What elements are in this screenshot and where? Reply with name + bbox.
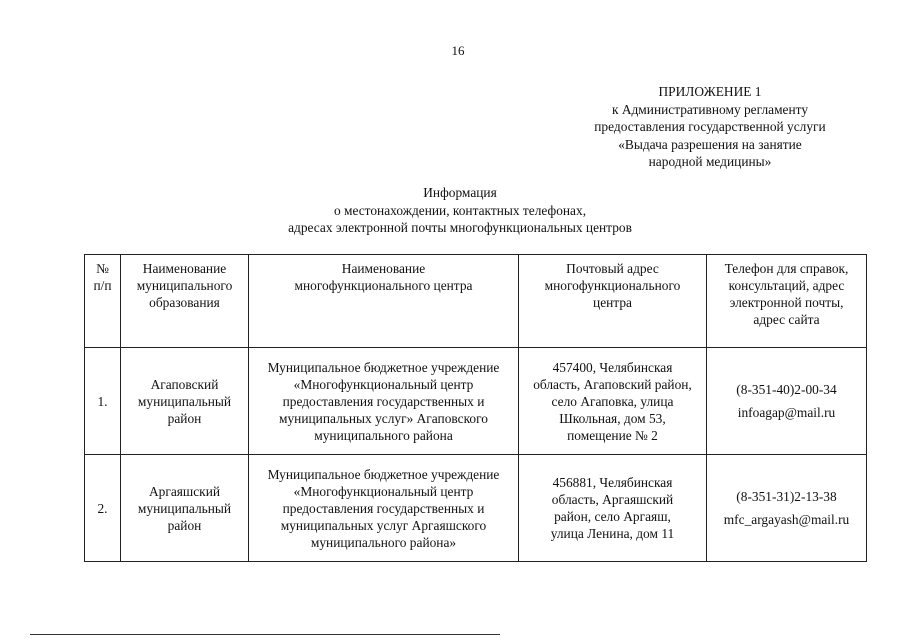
page-number: 16	[451, 43, 465, 58]
title-line: адресах электронной почты многофункциональных центров	[288, 220, 632, 235]
phone-number: (8-351-40)2-00-34	[736, 382, 837, 397]
table-row	[85, 348, 867, 455]
table-row	[85, 455, 867, 562]
appendix-line: «Выдача разрешения на занятие	[618, 136, 802, 152]
header-address: Почтовый адрес многофункционального центра	[519, 255, 707, 348]
mfc-table	[84, 254, 867, 562]
email-address[interactable]: mfc_argayash@mail.ru	[723, 512, 850, 527]
header-municipality: Наименование муниципального образования	[121, 255, 249, 348]
center-cell: Муниципальное бюджетное учреждение «Многофункциональный центр предоставления государственных и муниципальных услуг» Агаповского муниципального района	[249, 348, 519, 455]
header-center: Наименование многофункционального центра	[249, 255, 519, 348]
address-cell: 456881, Челябинская область, Аргаяшский район, село Аргаяш, улица Ленина, дом 11	[519, 455, 707, 562]
row-number: 2.	[85, 455, 121, 562]
appendix-heading: ПРИЛОЖЕНИЕ 1	[658, 84, 762, 99]
center-cell: Муниципальное бюджетное учреждение «Многофункциональный центр предоставления государственных и муниципальных услуг Аргаяшского муниципального района»	[249, 455, 519, 562]
title-line: о местонахождении, контактных телефонах,	[333, 202, 587, 218]
appendix-line: предоставления государственной услуги	[594, 119, 826, 134]
municipality-cell: Аргаяшский муниципальный район	[121, 455, 249, 562]
appendix-line: к Административному регламенту	[611, 101, 809, 117]
contacts-cell	[707, 455, 867, 562]
document-title	[170, 184, 750, 237]
header-contacts: Телефон для справок, консультаций, адрес электронной почты, адрес сайта	[707, 255, 867, 348]
phone-number: (8-351-31)2-13-38	[736, 489, 837, 504]
contacts-cell	[707, 348, 867, 455]
municipality-cell: Агаповский муниципальный район	[121, 348, 249, 455]
bottom-divider	[30, 634, 500, 635]
table-header-row	[85, 255, 867, 348]
row-number: 1.	[85, 348, 121, 455]
title-line: Информация	[423, 185, 497, 200]
header-number: № п/п	[85, 255, 121, 348]
email-address[interactable]: infoagap@mail.ru	[737, 405, 836, 420]
address-cell: 457400, Челябинская область, Агаповский район, село Агаповка, улица Школьная, дом 53, помещение № 2	[519, 348, 707, 455]
appendix-block	[560, 83, 860, 171]
appendix-line: народной медицины»	[648, 154, 772, 169]
